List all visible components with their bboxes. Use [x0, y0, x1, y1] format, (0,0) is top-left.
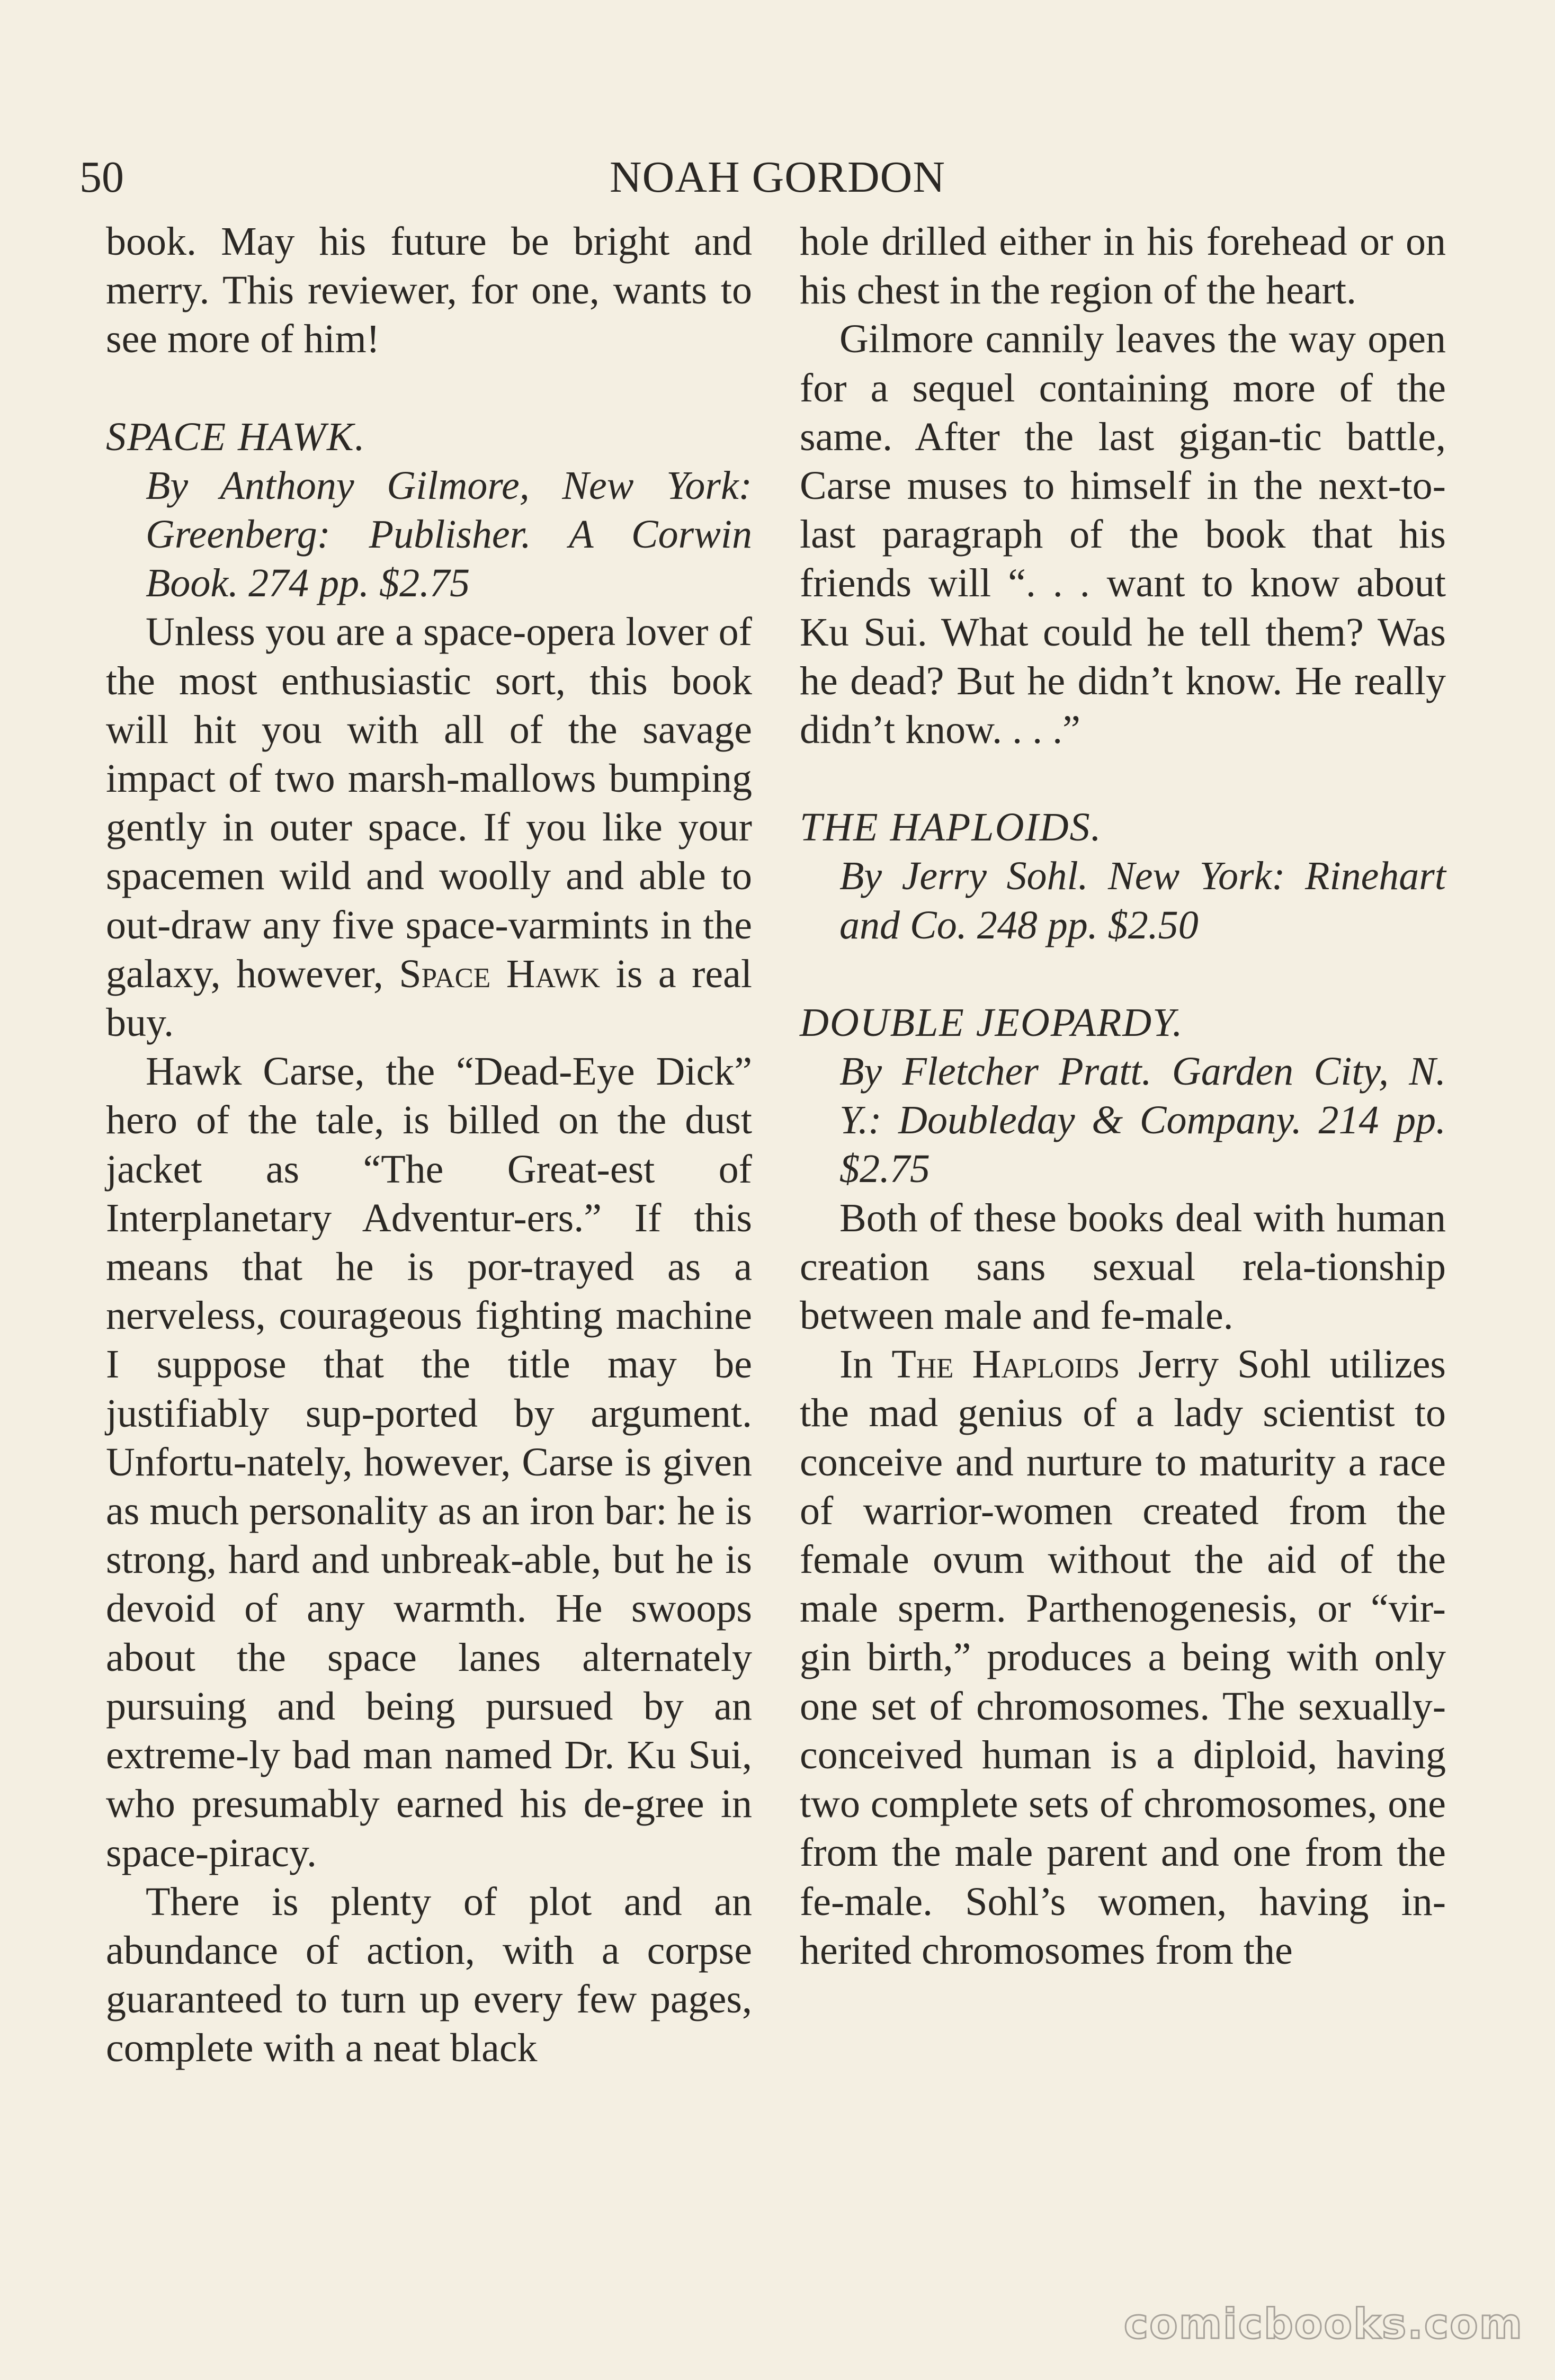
review-biblio-space-hawk: By Anthony Gilmore, New York: Greenberg: Publisher. A Corwin Book. 274 pp. $2.75 [146, 463, 752, 606]
running-head-author: NOAH GORDON [610, 153, 945, 202]
site-watermark: comicbooks.com [1123, 2301, 1523, 2348]
review-title-space-hawk: SPACE HAWK. [106, 414, 366, 459]
left-column [106, 217, 752, 2073]
left-paragraph-3: Hawk Carse, the “Dead-Eye Dick” hero of the tale, is billed on the dust jacket as “The Great-est of Interplanetary Adventur-ers.” If this means that he is por-trayed as a nerveless, courageous fighting machine I suppose that the title may be justifiably sup-ported by argument. Unfortu-nately, however, Carse is given as much personality as an iron bar: he is strong, hard and unbreak-able, but he is devoid of any warmth. He swoops about the space lanes alternately pursuing and being pursued by an extreme-ly bad man named Dr. Ku Sui, who presumably earned his de-gree in space-piracy. [106, 1049, 752, 1875]
page-header [79, 151, 1476, 209]
review-biblio-double-jeopardy: By Fletcher Pratt. Garden City, N. Y.: Doubleday & Company. 214 pp. $2.75 [839, 1049, 1446, 1192]
right-paragraph-1: hole drilled either in his forehead or on his chest in the region of the heart. [800, 219, 1446, 313]
paragraph-text: In [839, 1342, 892, 1387]
left-paragraph-1: book. May his future be bright and merry. This reviewer, for one, wants to see more of him! [106, 219, 752, 362]
section-gap [800, 754, 1446, 803]
page-number: 50 [79, 153, 124, 202]
review-title-haploids: THE HAPLOIDS. [800, 805, 1102, 850]
right-paragraph-4 [800, 1340, 1446, 1975]
left-paragraph-2 [106, 607, 752, 1047]
right-paragraph-3: Both of these books deal with human creation sans sexual rela-tionship between male and fe-male. [800, 1195, 1446, 1338]
paragraph-text: Jerry Sohl utilizes the mad genius of a lady scientist to conceive and nurture to maturity a race of warrior-women created from the female ovum without the aid of the male sperm. Parthenogenesis, or “vir-gin birth,” produces a being with only one set of chromosomes. The sexually-conceived human is a diploid, having two complete sets of chromosomes, one from the male parent and one from the fe-male. Sohl’s women, having in-herited chromosomes from the [800, 1342, 1446, 1973]
review-biblio-haploids: By Jerry Sohl. New York: Rinehart and Co. 248 pp. $2.50 [839, 854, 1446, 947]
book-title-inline: The Haploids [891, 1342, 1120, 1387]
paragraph-text: Unless you are a space-opera lover of the most enthusiastic sort, this book will hit you with all of the savage impact of two marsh-mallows bumping gently in outer space. If you like your spacemen wild and woolly and able to out-draw any five space-varmints in the galaxy, however, [106, 610, 752, 996]
section-gap [800, 950, 1446, 998]
paragraph-text: is a real buy. [106, 951, 753, 1045]
right-column [800, 217, 1446, 1975]
review-title-double-jeopardy: DOUBLE JEOPARDY. [800, 1000, 1184, 1045]
section-gap [106, 364, 752, 413]
right-paragraph-2: Gilmore cannily leaves the way open for a sequel containing more of the same. After the last gigan-tic battle, Carse muses to himself in the next-to-last paragraph of the book that his friends will “. . . want to know about Ku Sui. What could he tell them? Was he dead? But he didn’t know. He really didn’t know. . . .” [800, 317, 1446, 753]
left-paragraph-4: There is plenty of plot and an abundance of action, with a corpse guaranteed to turn up every few pages, complete with a neat black [106, 1879, 752, 2071]
book-title-inline: Space Hawk [399, 951, 601, 996]
